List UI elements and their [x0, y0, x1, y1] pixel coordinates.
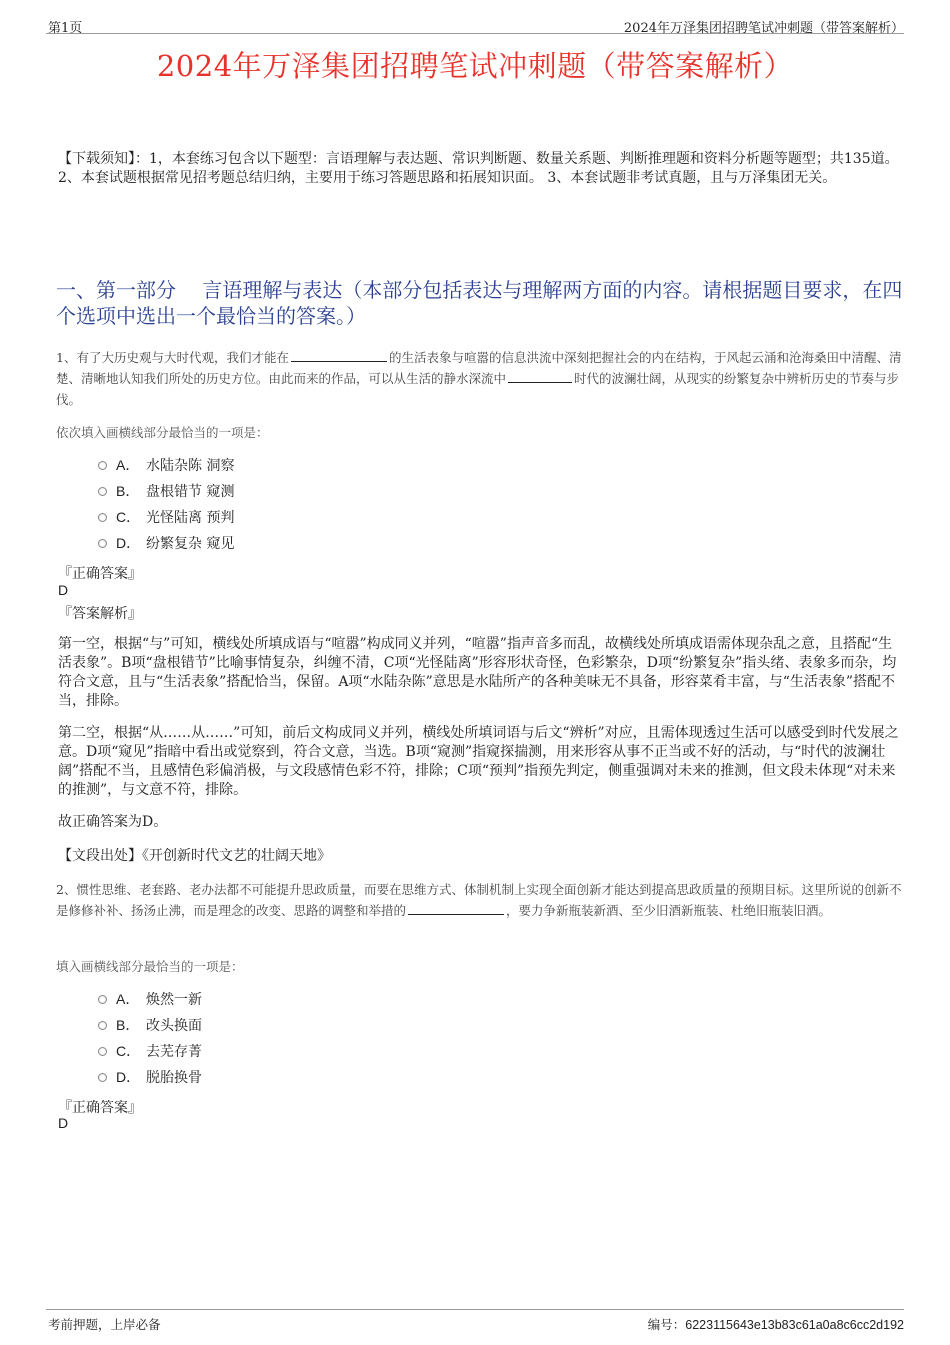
page-footer [46, 1309, 904, 1333]
question-1-text-part-c: 时代的波澜壮阔，从现实的纷繁复杂中辨析历史的节奏与步伐。 [56, 371, 900, 407]
option-b[interactable] [98, 478, 234, 504]
option-letter: B． [116, 483, 140, 499]
option-text: 改头换面 [146, 1018, 202, 1034]
option-a[interactable] [98, 452, 234, 478]
page-number: 第1页 [48, 21, 83, 36]
question-2-instruction: 填入画横线部分最恰当的一项是： [56, 959, 244, 974]
option-letter: C． [116, 509, 141, 525]
option-a[interactable] [98, 986, 202, 1012]
passage-source: 【文段出处】《开创新时代文艺的壮阔天地》 [58, 848, 331, 864]
option-c[interactable] [98, 1038, 202, 1064]
answer-label: 『正确答案』 [58, 1100, 142, 1116]
question-1-instruction: 依次填入画横线部分最恰当的一项是： [56, 425, 269, 440]
option-letter: B． [116, 1017, 140, 1033]
question-1-options [98, 452, 234, 556]
option-text: 盘根错节 窥测 [146, 484, 235, 500]
page-header [46, 14, 904, 34]
footer-slogan: 考前押题，上岸必备 [48, 1317, 161, 1332]
radio-icon[interactable] [98, 539, 107, 548]
option-text: 去芜存菁 [146, 1044, 202, 1060]
option-b[interactable] [98, 1012, 202, 1038]
answer-value: D [58, 582, 69, 598]
conclusion: 故正确答案为D。 [58, 814, 168, 830]
radio-icon[interactable] [98, 461, 107, 470]
question-2-text [56, 879, 904, 921]
radio-icon[interactable] [98, 487, 107, 496]
analysis-label: 『答案解析』 [58, 606, 142, 622]
option-text: 脱胎换骨 [146, 1070, 202, 1086]
radio-icon[interactable] [98, 995, 107, 1004]
question-2-text-part-a: 2、惯性思维、老套路、老办法都不可能提升思政质量，而要在思维方式、体制机制上实现全面创新才能达到提高思政质量的预期目标。这里所说的创新不是修修补补、扬汤止沸，而是理念的改变、思路的调整和举措的 [56, 882, 902, 918]
footer-code-value: 6223115643e13b83c61a0a8c6cc2d192 [685, 1318, 904, 1332]
radio-icon[interactable] [98, 1021, 107, 1030]
answer-value: D [58, 1115, 69, 1131]
option-text: 纷繁复杂 窥见 [146, 536, 235, 552]
fill-blank-3 [408, 903, 504, 915]
document-title: 2024年万泽集团招聘笔试冲刺题（带答案解析） [156, 49, 794, 83]
option-letter: D． [116, 535, 141, 551]
option-c[interactable] [98, 504, 234, 530]
analysis-paragraph-2: 第二空，根据“从……从……”可知，前后文构成同义并列，横线处所填词语与后文“辨析”对应，且需体现透过生活可以感受到时代发展之意。D项“窥见”指暗中看出或觉察到，符合文意，当选。B项“窥测”指窥探揣测，用来形容从事不正当或不好的活动，与“时代的波澜壮阔”搭配不当，且感情色彩偏消极，与文段感情色彩不符，排除；C项“预判”指预先判定，侧重强调对未来的推测，但文段未体现“对未来的推测”，与文意不符，排除。 [58, 725, 899, 798]
option-letter: C． [116, 1043, 141, 1059]
option-d[interactable] [98, 1064, 202, 1090]
radio-icon[interactable] [98, 513, 107, 522]
radio-icon[interactable] [98, 1047, 107, 1056]
footer-code-label: 编号： [647, 1317, 686, 1332]
option-letter: D． [116, 1069, 141, 1085]
fill-blank-1 [291, 350, 387, 362]
question-2-options [98, 986, 202, 1090]
question-1-text-part-a: 1、有了大历史观与大时代观，我们才能在 [56, 350, 289, 365]
option-letter: A． [116, 991, 140, 1007]
section-title: 一、第一部分 言语理解与表达（本部分包括表达与理解两方面的内容。请根据题目要求，在四个选项中选出一个最恰当的答案。） [56, 278, 903, 328]
footer-code [648, 1315, 904, 1333]
question-1-text-part-b: 的生活表象与喧嚣的信息洪流中深刻把握社会的内在结构，于风起云涌和沧海桑田中清醒、清楚、清晰地认知我们所处的历史方位。由此而来的作品，可以从生活的静水深流中 [56, 350, 902, 386]
question-1-text [56, 347, 904, 410]
fill-blank-2 [508, 371, 572, 383]
radio-icon[interactable] [98, 1073, 107, 1082]
option-text: 焕然一新 [146, 992, 202, 1008]
download-notice: 【下载须知】：1，本套练习包含以下题型：言语理解与表达题、常识判断题、数量关系题、判断推理题和资料分析题等题型；共135道。 2、本套试题根据常见招考题总结归纳，主要用于练习答题思路和拓展知识面。 3、本套试题非考试真题，且与万泽集团无关。 [58, 151, 899, 186]
question-2-text-part-b: ，要力争新瓶装新酒、至少旧酒新瓶装、杜绝旧瓶装旧酒。 [506, 903, 832, 918]
option-letter: A． [116, 457, 140, 473]
option-text: 光怪陆离 预判 [146, 510, 235, 526]
analysis-paragraph-1: 第一空，根据“与”可知，横线处所填成语与“喧嚣”构成同义并列，“喧嚣”指声音多而乱，故横线处所填成语需体现杂乱之意，且搭配“生活表象”。B项“盘根错节”比喻事情复杂，纠缠不清，C项“光怪陆离”形容形状奇怪，色彩繁杂，D项“纷繁复杂”指头绪、表象多而杂，均符合文意，且与“生活表象”搭配恰当，保留。A项“水陆杂陈”意思是水陆所产的各种美味无不具备，形容菜肴丰富，与“生活表象”搭配不当，排除。 [58, 636, 897, 709]
answer-label: 『正确答案』 [58, 566, 142, 582]
option-text: 水陆杂陈 洞察 [146, 458, 235, 474]
header-doc-title: 2024年万泽集团招聘笔试冲刺题（带答案解析） [623, 21, 904, 36]
option-d[interactable] [98, 530, 234, 556]
